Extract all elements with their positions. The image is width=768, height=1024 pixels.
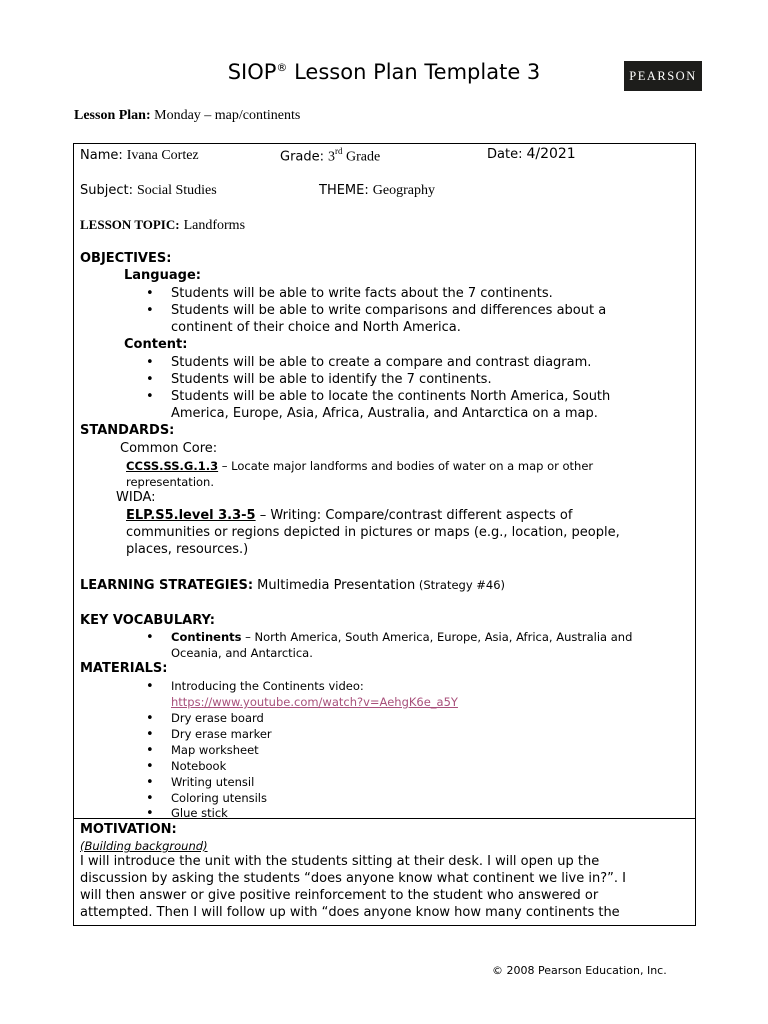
bullet-icon: • (146, 679, 154, 694)
title-siop: SIOP (227, 60, 277, 84)
language-objective-2: Students will be able to write comparisons and differences about a (171, 303, 607, 318)
pearson-logo (624, 61, 702, 91)
material-item: Dry erase marker (171, 727, 272, 741)
wida-label: WIDA: (116, 490, 156, 505)
material-item: Writing utensil (171, 775, 255, 789)
motivation-line: attempted. Then I will follow up with “does anyone know how many continents the (80, 905, 620, 920)
common-core-standard-cont: representation. (126, 475, 214, 489)
lesson-table-motivation (73, 818, 696, 926)
material-item: Coloring utensils (171, 791, 267, 805)
lesson-topic-label: LESSON TOPIC: (80, 217, 180, 232)
subject-label: Subject: (80, 183, 133, 198)
cc-text: – Locate major landforms and bodies of water on a map or other (218, 459, 594, 473)
motivation-subheading: (Building background) (80, 839, 208, 853)
bullet-icon: • (146, 791, 154, 806)
vocab-def: – North America, South America, Europe, Asia, Africa, Australia and (241, 630, 633, 644)
bullet-icon: • (146, 389, 154, 404)
wida-text: – Writing: Compare/contrast different aspects of (255, 508, 573, 523)
bullet-icon: • (146, 372, 154, 387)
vocabulary-heading: KEY VOCABULARY: (80, 613, 215, 628)
lesson-topic-value: Landforms (183, 218, 246, 233)
strategies-value: Multimedia Presentation (253, 578, 416, 593)
material-item: Map worksheet (171, 743, 259, 757)
content-objective-3: Students will be able to locate the continents North America, South (171, 389, 611, 404)
name-field (80, 146, 199, 164)
material-video-link[interactable]: https://www.youtube.com/watch?v=AehgK6e_a5Y (171, 695, 458, 709)
vocabulary-term (171, 630, 632, 644)
copyright-footer: © 2008 Pearson Education, Inc. (492, 964, 667, 977)
strategies-note: (Strategy #46) (415, 578, 506, 592)
common-core-standard (126, 459, 593, 473)
material-item: Dry erase board (171, 711, 264, 725)
motivation-line: discussion by asking the students “does anyone know what continent we live in?”. I (80, 871, 626, 886)
bullet-icon: • (146, 759, 154, 774)
date-value: 4/2021 (526, 146, 576, 162)
bullet-icon: • (146, 286, 154, 301)
material-item: Glue stick (171, 806, 228, 820)
lesson-plan-value: Monday – map/continents (154, 108, 301, 123)
material-video-label: Introducing the Continents video: (171, 679, 364, 693)
grade-value: 3 (328, 149, 336, 165)
vocabulary-def-cont: Oceania, and Antarctica. (171, 646, 313, 660)
grade-field (280, 146, 380, 165)
grade-sup: rd (335, 146, 343, 156)
strategies-label: LEARNING STRATEGIES: (80, 578, 254, 593)
registered-mark: ® (276, 61, 288, 74)
wida-code: ELP.S5.level 3.3-5 (126, 508, 256, 523)
bullet-icon: • (146, 727, 154, 742)
standards-heading: STANDARDS: (80, 423, 175, 438)
bullet-icon: • (146, 630, 154, 645)
cc-code: CCSS.SS.G.1.3 (126, 459, 219, 473)
grade-label: Grade: (280, 149, 325, 165)
bullet-icon: • (146, 743, 154, 758)
material-item: Notebook (171, 759, 227, 773)
language-objective-1: Students will be able to write facts about the 7 continents. (171, 286, 553, 301)
subject-value: Social Studies (136, 183, 217, 198)
lesson-plan-line (74, 108, 300, 124)
name-label: Name: (80, 148, 123, 163)
date-label: Date: (487, 147, 523, 162)
lesson-topic-field (80, 216, 245, 234)
bullet-icon: • (146, 355, 154, 370)
theme-label: THEME: (319, 183, 369, 198)
name-value: Ivana Cortez (126, 148, 199, 163)
theme-field (319, 181, 435, 199)
grade-rest: Grade (342, 149, 381, 165)
objectives-heading: OBJECTIVES: (80, 251, 172, 266)
content-objective-3-cont: America, Europe, Asia, Africa, Australia, and Antarctica on a map. (171, 406, 598, 421)
language-objective-2-cont: continent of their choice and North America. (171, 320, 461, 335)
title-rest: Lesson Plan Template 3 (287, 60, 541, 84)
motivation-line: will then answer or give positive reinforcement to the student who answered or (80, 888, 599, 903)
materials-heading: MATERIALS: (80, 661, 168, 676)
learning-strategies (80, 578, 505, 593)
logo-text: PEARSON (629, 68, 697, 83)
lesson-plan-label: Lesson Plan: (74, 108, 151, 123)
vocab-term: Continents (171, 630, 242, 644)
language-label: Language: (124, 268, 201, 283)
wida-standard-cont: communities or regions depicted in pictures or maps (e.g., location, people, (126, 525, 620, 540)
motivation-line: I will introduce the unit with the students sitting at their desk. I will open up the (80, 854, 600, 869)
content-label: Content: (124, 337, 188, 352)
date-field (487, 145, 576, 163)
subject-field (80, 181, 217, 199)
bullet-icon: • (146, 711, 154, 726)
bullet-icon: • (146, 775, 154, 790)
wida-standard-cont2: places, resources.) (126, 542, 249, 557)
motivation-heading: MOTIVATION: (80, 822, 177, 837)
bullet-icon: • (146, 303, 154, 318)
lesson-table-main (73, 143, 696, 819)
theme-value: Geography (372, 183, 435, 198)
common-core-label: Common Core: (120, 441, 218, 456)
bullet-icon: • (146, 806, 154, 821)
content-objective-1: Students will be able to create a compare and contrast diagram. (171, 355, 592, 370)
content-objective-2: Students will be able to identify the 7 continents. (171, 372, 492, 387)
wida-standard (126, 508, 572, 523)
